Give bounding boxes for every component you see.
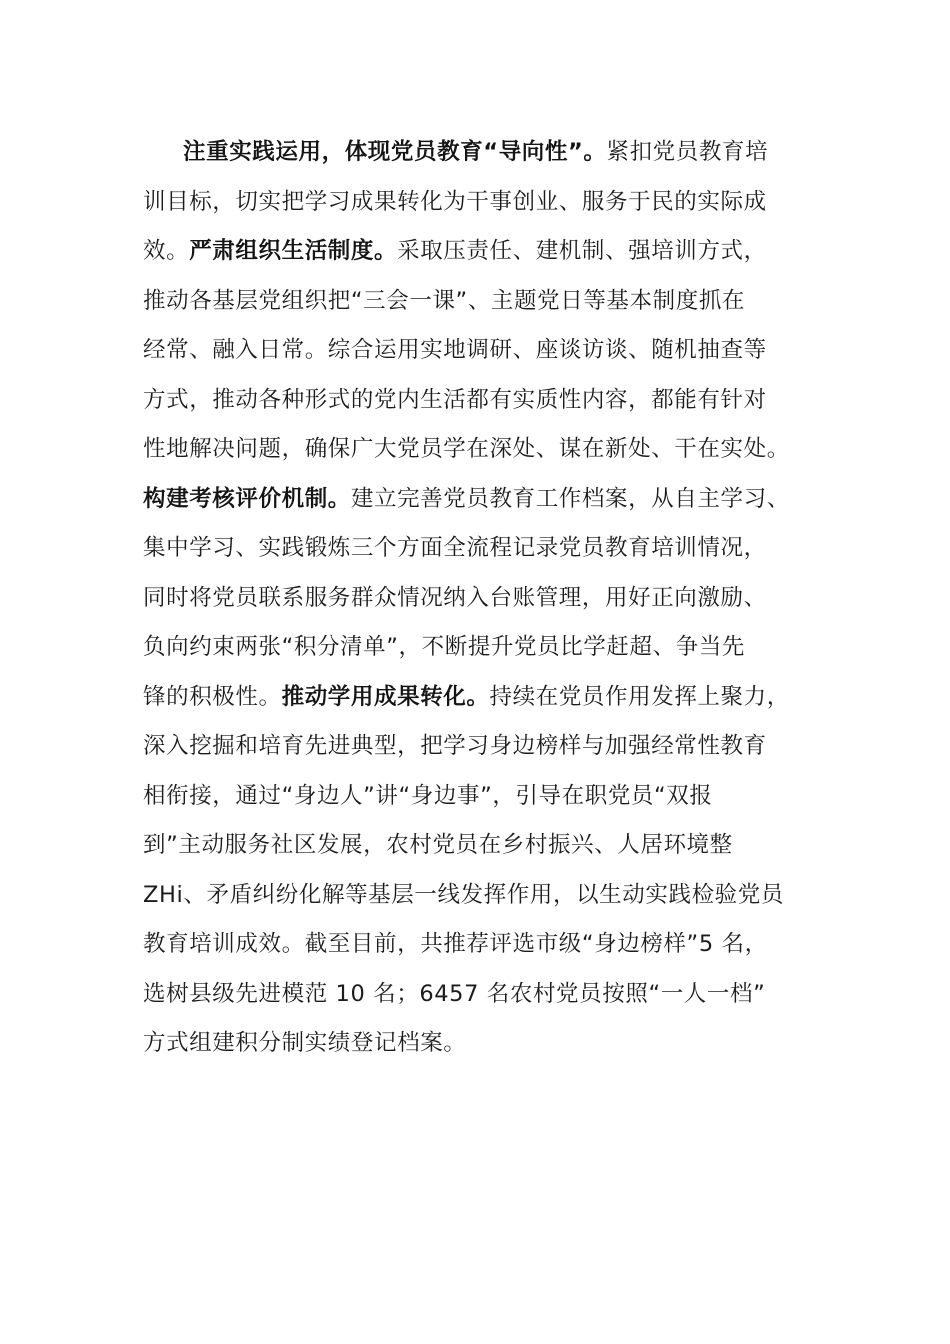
body-text: 推动各基层党组织把“三会一课”、主题党日等基本制度抓在 xyxy=(143,287,746,314)
body-text: 教育培训成效。截至目前，共推荐评选市级“身边榜样”5 名， xyxy=(143,931,768,957)
paragraph xyxy=(143,128,808,1069)
text-line xyxy=(143,574,808,624)
text-line xyxy=(143,425,808,475)
bold-heading-text: 推动学用成果转化。 xyxy=(281,683,490,710)
text-line xyxy=(143,524,808,574)
body-text: 建立完善党员教育工作档案，从自主学习、 xyxy=(350,485,790,512)
text-line xyxy=(143,821,808,871)
body-text: 效。 xyxy=(143,238,190,264)
body-text: 相衔接，通过“身边人”讲“身边事”，引导在职党员“双报 xyxy=(143,782,713,809)
body-text: 同时将党员联系服务群众情况纳入台账管理，用好正向激励、 xyxy=(143,584,767,611)
text-line xyxy=(143,1019,808,1069)
body-text: ZHi、矛盾纠纷化解等基层一线发挥作用，以生动实践检验党员 xyxy=(143,881,784,908)
body-text: 方式组建积分制实绩登记档案。 xyxy=(143,1030,467,1056)
body-text: 集中学习、实践锻炼三个方面全流程记录党员教育培训情况， xyxy=(143,535,767,561)
body-text: 持续在党员作用发挥上聚力， xyxy=(489,683,790,710)
body-text: 到”主动服务社区发展，农村党员在乡村振兴、人居环境整 xyxy=(143,832,733,858)
text-line xyxy=(143,920,808,970)
text-line xyxy=(143,326,808,376)
bold-heading-text: 注重实践运用，体现党员教育“导向性”。 xyxy=(183,139,607,165)
body-text: 经常、融入日常。综合运用实地调研、座谈访谈、随机抽查等 xyxy=(143,337,767,363)
body-text: 负向约束两张“积分清单”，不断提升党员比学赶超、争当先 xyxy=(143,634,746,660)
text-line xyxy=(143,277,808,327)
bold-heading-text: 构建考核评价机制。 xyxy=(143,485,351,512)
text-line xyxy=(143,722,808,772)
text-line xyxy=(143,227,808,277)
text-line xyxy=(143,128,808,178)
body-text: 深入挖掘和培育先进典型，把学习身边榜样与加强经常性教育 xyxy=(143,733,767,759)
text-line xyxy=(143,475,808,525)
body-text: 训目标，切实把学习成果转化为干事创业、服务于民的实际成 xyxy=(143,188,767,215)
text-line xyxy=(143,376,808,426)
body-text: 锋的积极性。 xyxy=(143,683,282,710)
body-text: 采取压责任、建机制、强培训方式， xyxy=(397,238,767,264)
text-line xyxy=(143,673,808,723)
text-line xyxy=(143,772,808,822)
text-line xyxy=(143,623,808,673)
text-line xyxy=(143,970,808,1020)
text-line xyxy=(143,178,808,228)
text-line xyxy=(143,871,808,921)
body-text: 性地解决问题，确保广大党员学在深处、谋在新处、干在实处。 xyxy=(143,436,790,462)
bold-heading-text: 严肃组织生活制度。 xyxy=(189,238,398,264)
body-text: 选树县级先进模范 10 名；6457 名农村党员按照“一人一档” xyxy=(143,980,766,1007)
body-text: 紧扣党员教育培 xyxy=(606,139,769,165)
body-text: 方式，推动各种形式的党内生活都有实质性内容，都能有针对 xyxy=(143,386,767,413)
